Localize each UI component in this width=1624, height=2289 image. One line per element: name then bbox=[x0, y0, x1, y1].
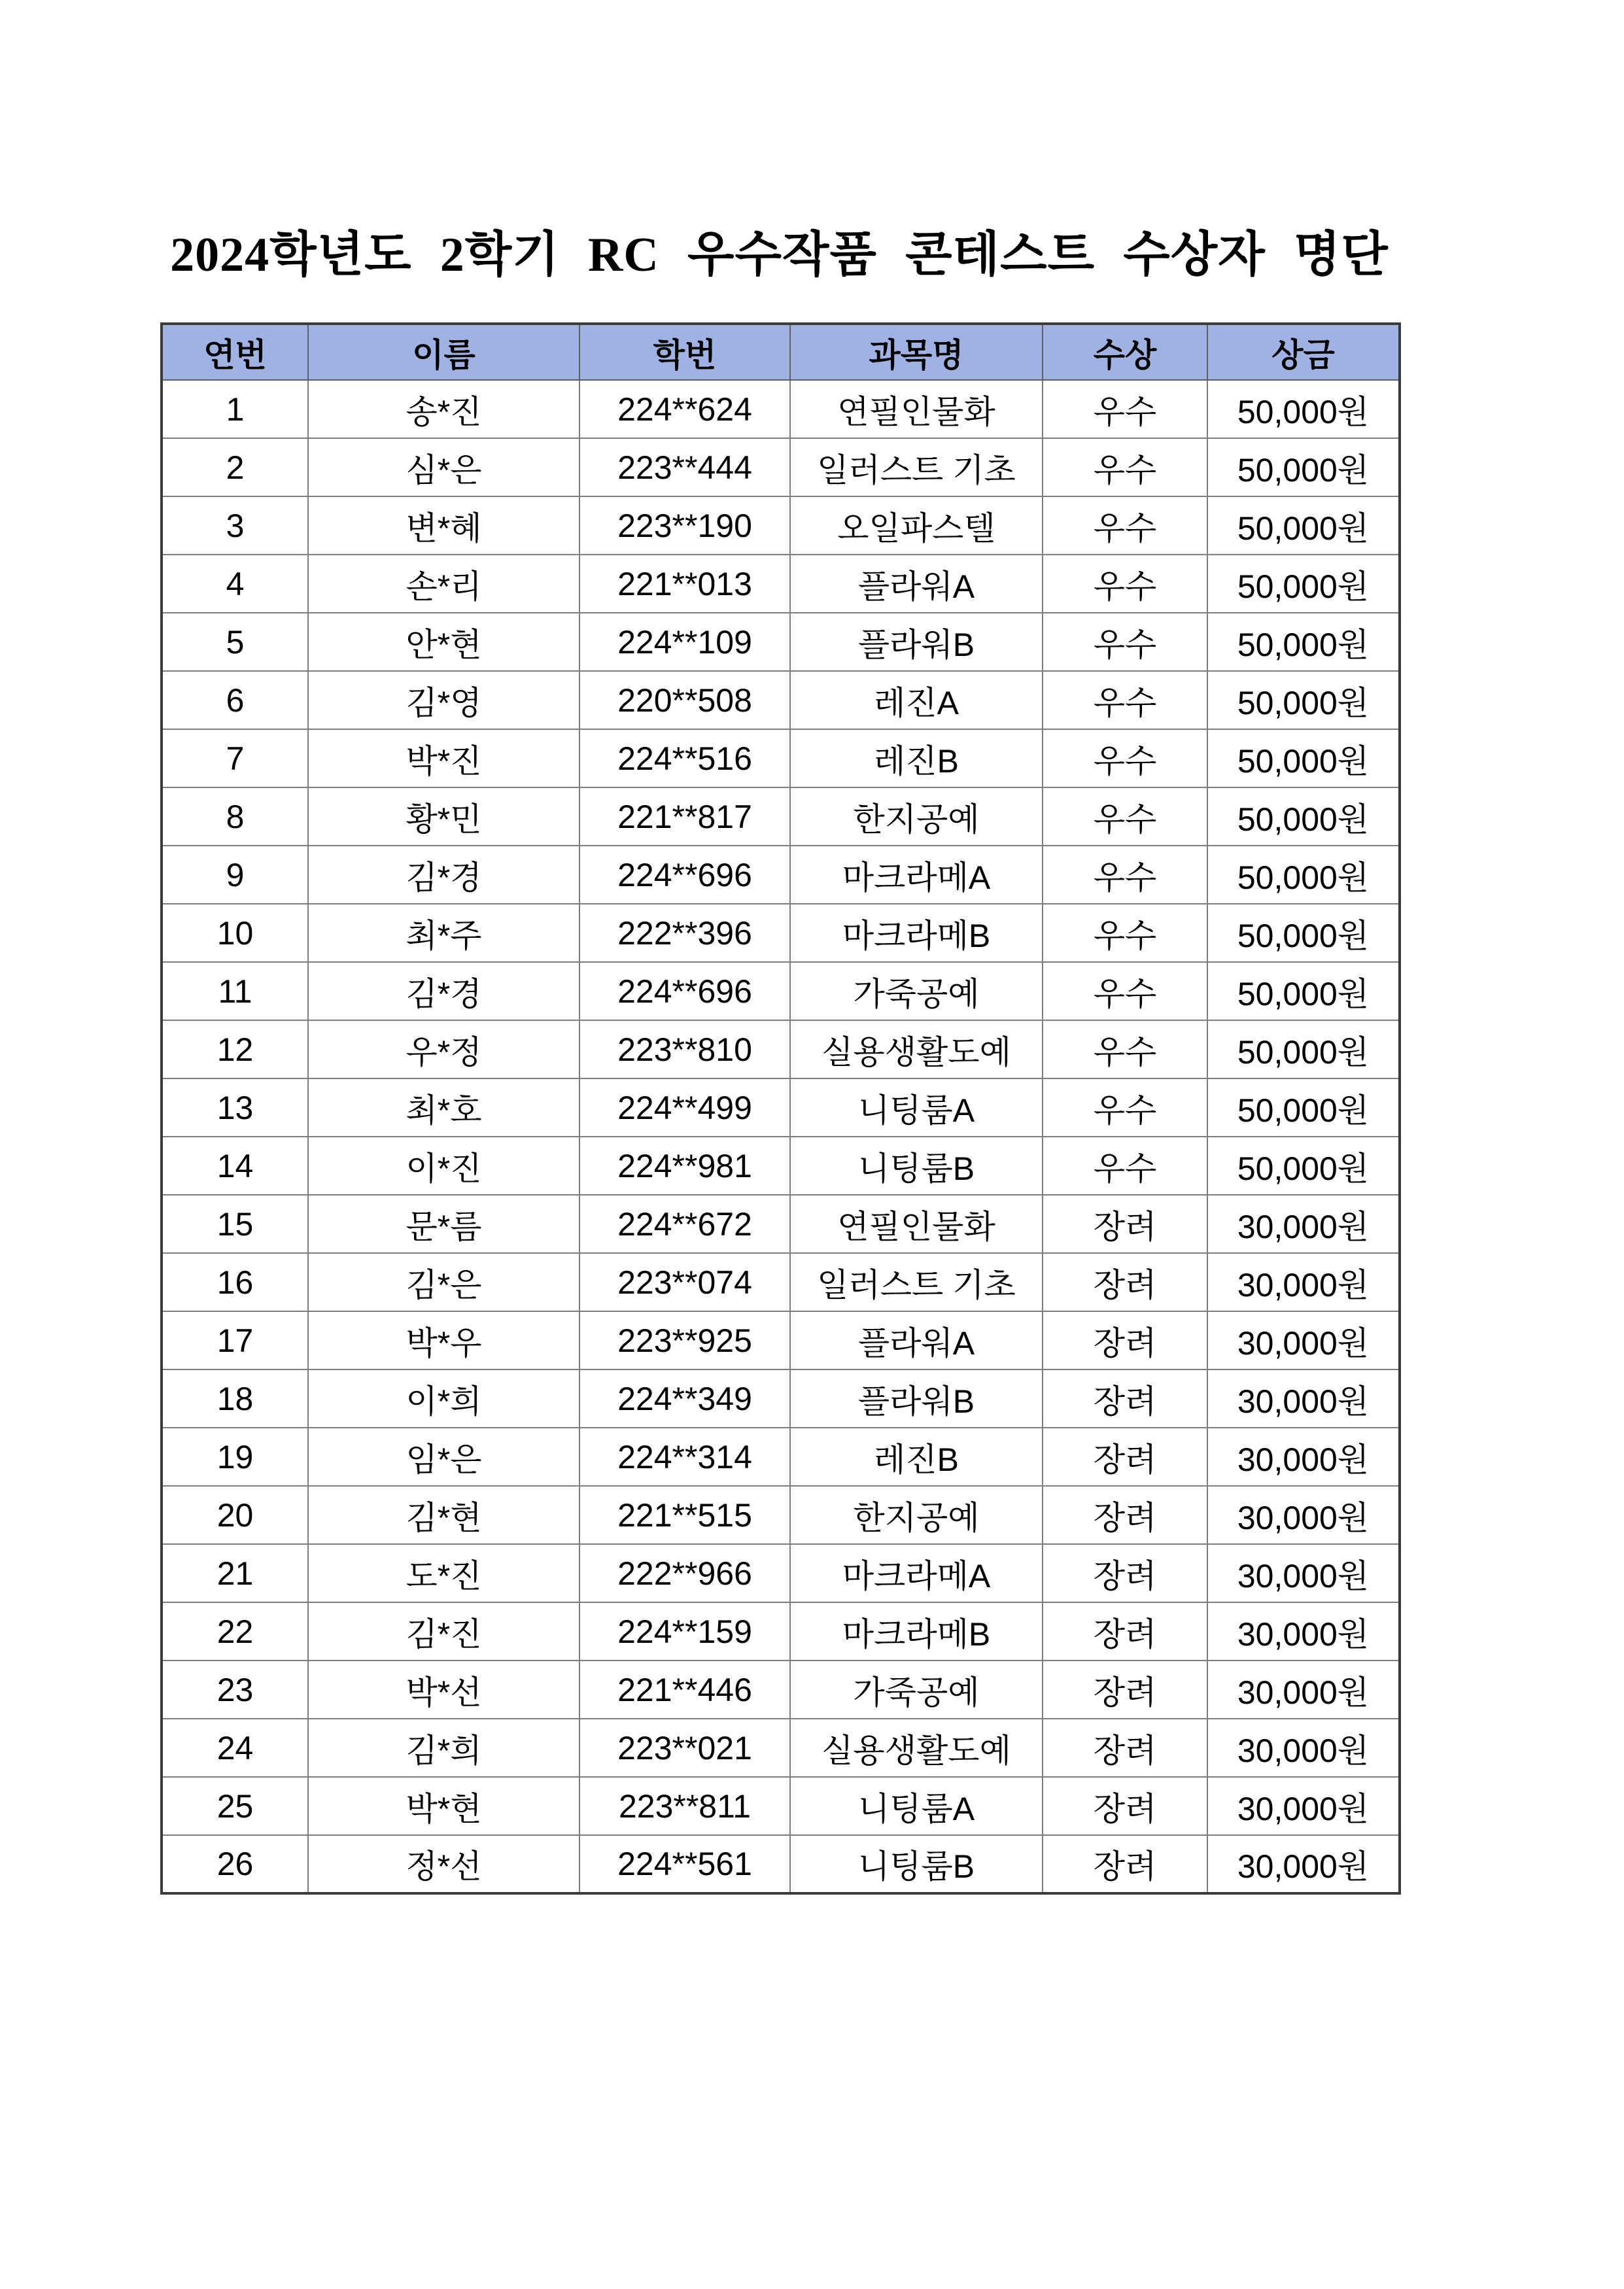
cell-prize: 30,000원 bbox=[1207, 1544, 1400, 1602]
cell-award: 장려 bbox=[1043, 1544, 1207, 1602]
cell-student-id: 224**349 bbox=[579, 1369, 790, 1428]
cell-student-id: 223**021 bbox=[579, 1719, 790, 1777]
header-row bbox=[162, 324, 1400, 380]
cell-name: 이*진 bbox=[308, 1137, 579, 1195]
cell-no: 22 bbox=[162, 1602, 308, 1661]
cell-student-id: 224**561 bbox=[579, 1835, 790, 1893]
cell-prize: 50,000원 bbox=[1207, 787, 1400, 846]
cell-course: 실용생활도예 bbox=[790, 1020, 1043, 1078]
cell-award: 장려 bbox=[1043, 1428, 1207, 1486]
cell-course: 일러스트 기초 bbox=[790, 1253, 1043, 1311]
cell-no: 10 bbox=[162, 904, 308, 962]
table-row bbox=[162, 1777, 1400, 1835]
cell-course: 연필인물화 bbox=[790, 1195, 1043, 1253]
cell-student-id: 224**516 bbox=[579, 729, 790, 787]
cell-student-id: 223**074 bbox=[579, 1253, 790, 1311]
cell-award: 장려 bbox=[1043, 1253, 1207, 1311]
cell-prize: 50,000원 bbox=[1207, 904, 1400, 962]
cell-name: 최*호 bbox=[308, 1078, 579, 1137]
cell-prize: 30,000원 bbox=[1207, 1835, 1400, 1893]
table-row bbox=[162, 1602, 1400, 1661]
cell-prize: 50,000원 bbox=[1207, 962, 1400, 1020]
cell-name: 우*정 bbox=[308, 1020, 579, 1078]
cell-course: 레진A bbox=[790, 671, 1043, 729]
cell-name: 김*현 bbox=[308, 1486, 579, 1544]
column-header-name: 이름 bbox=[308, 324, 579, 380]
table-row bbox=[162, 1719, 1400, 1777]
cell-prize: 30,000원 bbox=[1207, 1719, 1400, 1777]
cell-no: 17 bbox=[162, 1311, 308, 1369]
cell-student-id: 222**966 bbox=[579, 1544, 790, 1602]
cell-award: 우수 bbox=[1043, 555, 1207, 613]
table-row bbox=[162, 613, 1400, 671]
cell-no: 18 bbox=[162, 1369, 308, 1428]
cell-student-id: 221**515 bbox=[579, 1486, 790, 1544]
cell-no: 26 bbox=[162, 1835, 308, 1893]
cell-no: 6 bbox=[162, 671, 308, 729]
cell-no: 4 bbox=[162, 555, 308, 613]
cell-course: 일러스트 기초 bbox=[790, 438, 1043, 496]
cell-course: 실용생활도예 bbox=[790, 1719, 1043, 1777]
column-header-student-id: 학번 bbox=[579, 324, 790, 380]
cell-award: 장려 bbox=[1043, 1195, 1207, 1253]
cell-course: 플라워B bbox=[790, 1369, 1043, 1428]
cell-award: 우수 bbox=[1043, 1078, 1207, 1137]
cell-no: 21 bbox=[162, 1544, 308, 1602]
cell-no: 20 bbox=[162, 1486, 308, 1544]
cell-prize: 30,000원 bbox=[1207, 1602, 1400, 1661]
cell-award: 장려 bbox=[1043, 1486, 1207, 1544]
cell-course: 레진B bbox=[790, 1428, 1043, 1486]
cell-name: 도*진 bbox=[308, 1544, 579, 1602]
cell-no: 25 bbox=[162, 1777, 308, 1835]
table-row bbox=[162, 962, 1400, 1020]
cell-prize: 50,000원 bbox=[1207, 1020, 1400, 1078]
cell-no: 1 bbox=[162, 380, 308, 438]
cell-name: 심*은 bbox=[308, 438, 579, 496]
cell-student-id: 221**817 bbox=[579, 787, 790, 846]
cell-award: 장려 bbox=[1043, 1835, 1207, 1893]
cell-prize: 50,000원 bbox=[1207, 380, 1400, 438]
cell-name: 임*은 bbox=[308, 1428, 579, 1486]
cell-no: 8 bbox=[162, 787, 308, 846]
table-row bbox=[162, 1137, 1400, 1195]
cell-course: 니팅룸A bbox=[790, 1777, 1043, 1835]
cell-name: 김*진 bbox=[308, 1602, 579, 1661]
table-row bbox=[162, 1311, 1400, 1369]
cell-name: 박*진 bbox=[308, 729, 579, 787]
cell-award: 우수 bbox=[1043, 787, 1207, 846]
table-row bbox=[162, 1661, 1400, 1719]
table-row bbox=[162, 787, 1400, 846]
table-row bbox=[162, 1544, 1400, 1602]
cell-prize: 50,000원 bbox=[1207, 671, 1400, 729]
cell-name: 문*름 bbox=[308, 1195, 579, 1253]
cell-name: 황*민 bbox=[308, 787, 579, 846]
table-row bbox=[162, 438, 1400, 496]
cell-student-id: 224**672 bbox=[579, 1195, 790, 1253]
table-row bbox=[162, 1369, 1400, 1428]
cell-student-id: 224**314 bbox=[579, 1428, 790, 1486]
cell-name: 송*진 bbox=[308, 380, 579, 438]
table-row bbox=[162, 496, 1400, 555]
cell-name: 김*경 bbox=[308, 962, 579, 1020]
cell-name: 손*리 bbox=[308, 555, 579, 613]
cell-name: 박*선 bbox=[308, 1661, 579, 1719]
cell-course: 한지공예 bbox=[790, 1486, 1043, 1544]
cell-prize: 50,000원 bbox=[1207, 555, 1400, 613]
cell-award: 우수 bbox=[1043, 671, 1207, 729]
cell-prize: 30,000원 bbox=[1207, 1311, 1400, 1369]
document-page bbox=[160, 0, 1398, 1895]
cell-student-id: 224**624 bbox=[579, 380, 790, 438]
cell-name: 정*선 bbox=[308, 1835, 579, 1893]
cell-course: 플라워B bbox=[790, 613, 1043, 671]
cell-student-id: 224**109 bbox=[579, 613, 790, 671]
cell-no: 15 bbox=[162, 1195, 308, 1253]
cell-course: 마크라메A bbox=[790, 1544, 1043, 1602]
cell-prize: 30,000원 bbox=[1207, 1195, 1400, 1253]
cell-course: 플라워A bbox=[790, 555, 1043, 613]
cell-award: 우수 bbox=[1043, 438, 1207, 496]
cell-no: 9 bbox=[162, 846, 308, 904]
cell-award: 장려 bbox=[1043, 1719, 1207, 1777]
cell-student-id: 224**696 bbox=[579, 846, 790, 904]
column-header-prize: 상금 bbox=[1207, 324, 1400, 380]
cell-student-id: 223**925 bbox=[579, 1311, 790, 1369]
cell-student-id: 221**013 bbox=[579, 555, 790, 613]
table-row bbox=[162, 671, 1400, 729]
cell-prize: 50,000원 bbox=[1207, 496, 1400, 555]
cell-prize: 30,000원 bbox=[1207, 1428, 1400, 1486]
table-row bbox=[162, 1486, 1400, 1544]
cell-name: 박*우 bbox=[308, 1311, 579, 1369]
cell-prize: 50,000원 bbox=[1207, 1137, 1400, 1195]
cell-no: 5 bbox=[162, 613, 308, 671]
cell-award: 우수 bbox=[1043, 1137, 1207, 1195]
table-row bbox=[162, 1078, 1400, 1137]
cell-student-id: 223**810 bbox=[579, 1020, 790, 1078]
cell-student-id: 223**811 bbox=[579, 1777, 790, 1835]
cell-course: 마크라메A bbox=[790, 846, 1043, 904]
cell-award: 장려 bbox=[1043, 1369, 1207, 1428]
cell-course: 한지공예 bbox=[790, 787, 1043, 846]
cell-prize: 50,000원 bbox=[1207, 438, 1400, 496]
cell-no: 7 bbox=[162, 729, 308, 787]
cell-name: 변*혜 bbox=[308, 496, 579, 555]
cell-student-id: 224**499 bbox=[579, 1078, 790, 1137]
cell-course: 가죽공예 bbox=[790, 1661, 1043, 1719]
cell-no: 11 bbox=[162, 962, 308, 1020]
table-row bbox=[162, 555, 1400, 613]
cell-no: 14 bbox=[162, 1137, 308, 1195]
cell-course: 마크라메B bbox=[790, 904, 1043, 962]
winners-table bbox=[160, 322, 1401, 1895]
table-row bbox=[162, 1428, 1400, 1486]
cell-no: 3 bbox=[162, 496, 308, 555]
cell-prize: 30,000원 bbox=[1207, 1369, 1400, 1428]
cell-award: 우수 bbox=[1043, 496, 1207, 555]
cell-name: 박*현 bbox=[308, 1777, 579, 1835]
table-row bbox=[162, 846, 1400, 904]
cell-course: 연필인물화 bbox=[790, 380, 1043, 438]
cell-student-id: 223**190 bbox=[579, 496, 790, 555]
cell-no: 16 bbox=[162, 1253, 308, 1311]
cell-name: 김*희 bbox=[308, 1719, 579, 1777]
cell-no: 13 bbox=[162, 1078, 308, 1137]
cell-no: 2 bbox=[162, 438, 308, 496]
cell-award: 우수 bbox=[1043, 846, 1207, 904]
cell-name: 김*은 bbox=[308, 1253, 579, 1311]
page-title: 2024학년도 2학기 RC 우수작품 콘테스트 수상자 명단 bbox=[170, 228, 1389, 282]
table-row bbox=[162, 1195, 1400, 1253]
cell-award: 우수 bbox=[1043, 1020, 1207, 1078]
cell-name: 안*현 bbox=[308, 613, 579, 671]
cell-no: 24 bbox=[162, 1719, 308, 1777]
cell-prize: 30,000원 bbox=[1207, 1253, 1400, 1311]
cell-student-id: 224**981 bbox=[579, 1137, 790, 1195]
cell-prize: 30,000원 bbox=[1207, 1661, 1400, 1719]
cell-no: 12 bbox=[162, 1020, 308, 1078]
cell-student-id: 221**446 bbox=[579, 1661, 790, 1719]
cell-name: 이*희 bbox=[308, 1369, 579, 1428]
cell-award: 우수 bbox=[1043, 613, 1207, 671]
cell-prize: 30,000원 bbox=[1207, 1486, 1400, 1544]
cell-prize: 50,000원 bbox=[1207, 846, 1400, 904]
cell-name: 최*주 bbox=[308, 904, 579, 962]
cell-student-id: 224**159 bbox=[579, 1602, 790, 1661]
cell-award: 우수 bbox=[1043, 904, 1207, 962]
cell-course: 니팅룸A bbox=[790, 1078, 1043, 1137]
cell-prize: 30,000원 bbox=[1207, 1777, 1400, 1835]
cell-award: 장려 bbox=[1043, 1661, 1207, 1719]
cell-award: 장려 bbox=[1043, 1602, 1207, 1661]
cell-student-id: 222**396 bbox=[579, 904, 790, 962]
cell-no: 23 bbox=[162, 1661, 308, 1719]
cell-course: 레진B bbox=[790, 729, 1043, 787]
cell-course: 니팅룸B bbox=[790, 1835, 1043, 1893]
table-row bbox=[162, 380, 1400, 438]
cell-course: 마크라메B bbox=[790, 1602, 1043, 1661]
column-header-no: 연번 bbox=[162, 324, 308, 380]
table-row bbox=[162, 904, 1400, 962]
cell-award: 우수 bbox=[1043, 962, 1207, 1020]
table-row bbox=[162, 729, 1400, 787]
cell-award: 장려 bbox=[1043, 1777, 1207, 1835]
cell-prize: 50,000원 bbox=[1207, 1078, 1400, 1137]
cell-prize: 50,000원 bbox=[1207, 729, 1400, 787]
cell-course: 가죽공예 bbox=[790, 962, 1043, 1020]
cell-prize: 50,000원 bbox=[1207, 613, 1400, 671]
column-header-course: 과목명 bbox=[790, 324, 1043, 380]
cell-course: 플라워A bbox=[790, 1311, 1043, 1369]
cell-course: 오일파스텔 bbox=[790, 496, 1043, 555]
cell-award: 우수 bbox=[1043, 380, 1207, 438]
cell-student-id: 224**696 bbox=[579, 962, 790, 1020]
cell-name: 김*영 bbox=[308, 671, 579, 729]
table-row bbox=[162, 1253, 1400, 1311]
column-header-award: 수상 bbox=[1043, 324, 1207, 380]
cell-award: 우수 bbox=[1043, 729, 1207, 787]
cell-student-id: 220**508 bbox=[579, 671, 790, 729]
cell-course: 니팅룸B bbox=[790, 1137, 1043, 1195]
cell-student-id: 223**444 bbox=[579, 438, 790, 496]
cell-no: 19 bbox=[162, 1428, 308, 1486]
cell-award: 장려 bbox=[1043, 1311, 1207, 1369]
table-row bbox=[162, 1020, 1400, 1078]
table-row bbox=[162, 1835, 1400, 1893]
cell-name: 김*경 bbox=[308, 846, 579, 904]
